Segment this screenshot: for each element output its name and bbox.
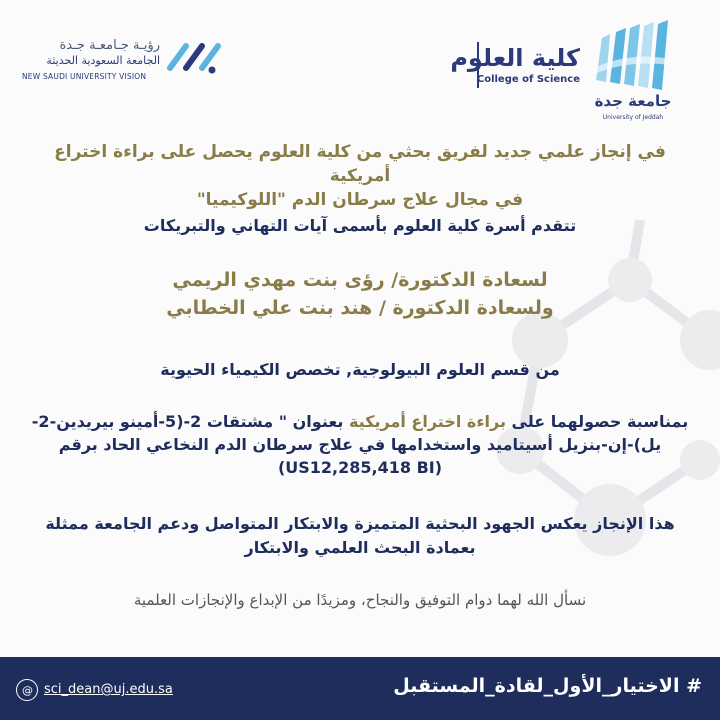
patent-number: (US12,285,418 BI): [277, 458, 443, 477]
vision-subtitle-en: NEW SAUDI UNIVERSITY VISION: [22, 72, 147, 81]
congratulations-text: تتقدم أسرة كلية العلوم بأسمى آيات التهاني والتبريكات: [143, 216, 577, 235]
occasion-text: [22, 410, 698, 479]
honoree-2: ولسعادة الدكتورة / هند بنت علي الخطابي: [166, 297, 554, 319]
headline-line-1: في إنجاز علمي جديد لفريق بحثي من كلية العلوم يحصل على براءة اختراع أمريكية: [54, 142, 666, 186]
footer-bar: [0, 657, 720, 720]
impact-text: [22, 512, 698, 560]
email-link[interactable]: sci_dean@uj.edu.sa: [44, 682, 173, 697]
headline-line-2: في مجال علاج سرطان الدم "اللوكيميا": [196, 190, 524, 210]
honorees: [22, 266, 698, 322]
occasion-line-1: [22, 410, 698, 433]
patent-highlight: براءة اختراع أمريكية: [348, 412, 506, 431]
email-icon: @: [16, 679, 38, 701]
vision-logo: [22, 38, 222, 88]
headline: [22, 140, 698, 212]
university-logo: [588, 20, 698, 121]
college-name-ar: كلية العلوم: [450, 44, 580, 72]
university-name-ar: جامعة جدة: [594, 92, 672, 110]
university-name-en: University of Jeddah: [602, 114, 664, 121]
impact-line-2: بعمادة البحث العلمي والابتكار: [244, 538, 476, 557]
impact-line-1: هذا الإنجاز يعكس الجهود البحثية المتميزة والابتكار المتواصل ودعم الجامعة ممثلة: [45, 514, 675, 533]
vision-title-ar: رؤيـة جـامعـة جـدة: [59, 38, 160, 53]
hashtag: # الاختيار_الأول_لقادة_المستقبل: [393, 675, 702, 697]
occasion-line-2: يل)-إن-بنزيل أسيتاميد واستخدامها في علاج سرطان الدم النخاعي الحاد برقم: [58, 435, 662, 454]
university-emblem-icon: [588, 20, 678, 92]
occasion-part-1: بمناسبة حصولهما على: [505, 412, 689, 431]
vision-subtitle-ar: الجامعة السعودية الحديثة: [46, 54, 160, 67]
department-text: من قسم العلوم البيولوجية, تخصص الكيمياء الحيوية: [160, 360, 560, 379]
honoree-1: لسعادة الدكتورة/ رؤى بنت مهدي الريمي: [172, 269, 548, 291]
closing-wish: نسأل الله لهما دوام التوفيق والنجاح، ومزيدًا من الإبداع والإنجازات العلمية: [133, 591, 587, 609]
vision-mark-icon: [164, 38, 224, 76]
college-name: [450, 44, 580, 85]
occasion-part-2: بعنوان " مشتقات 2-(5-أمينو بيريدين-2-: [31, 412, 349, 431]
college-name-en: College of Science: [476, 74, 580, 85]
